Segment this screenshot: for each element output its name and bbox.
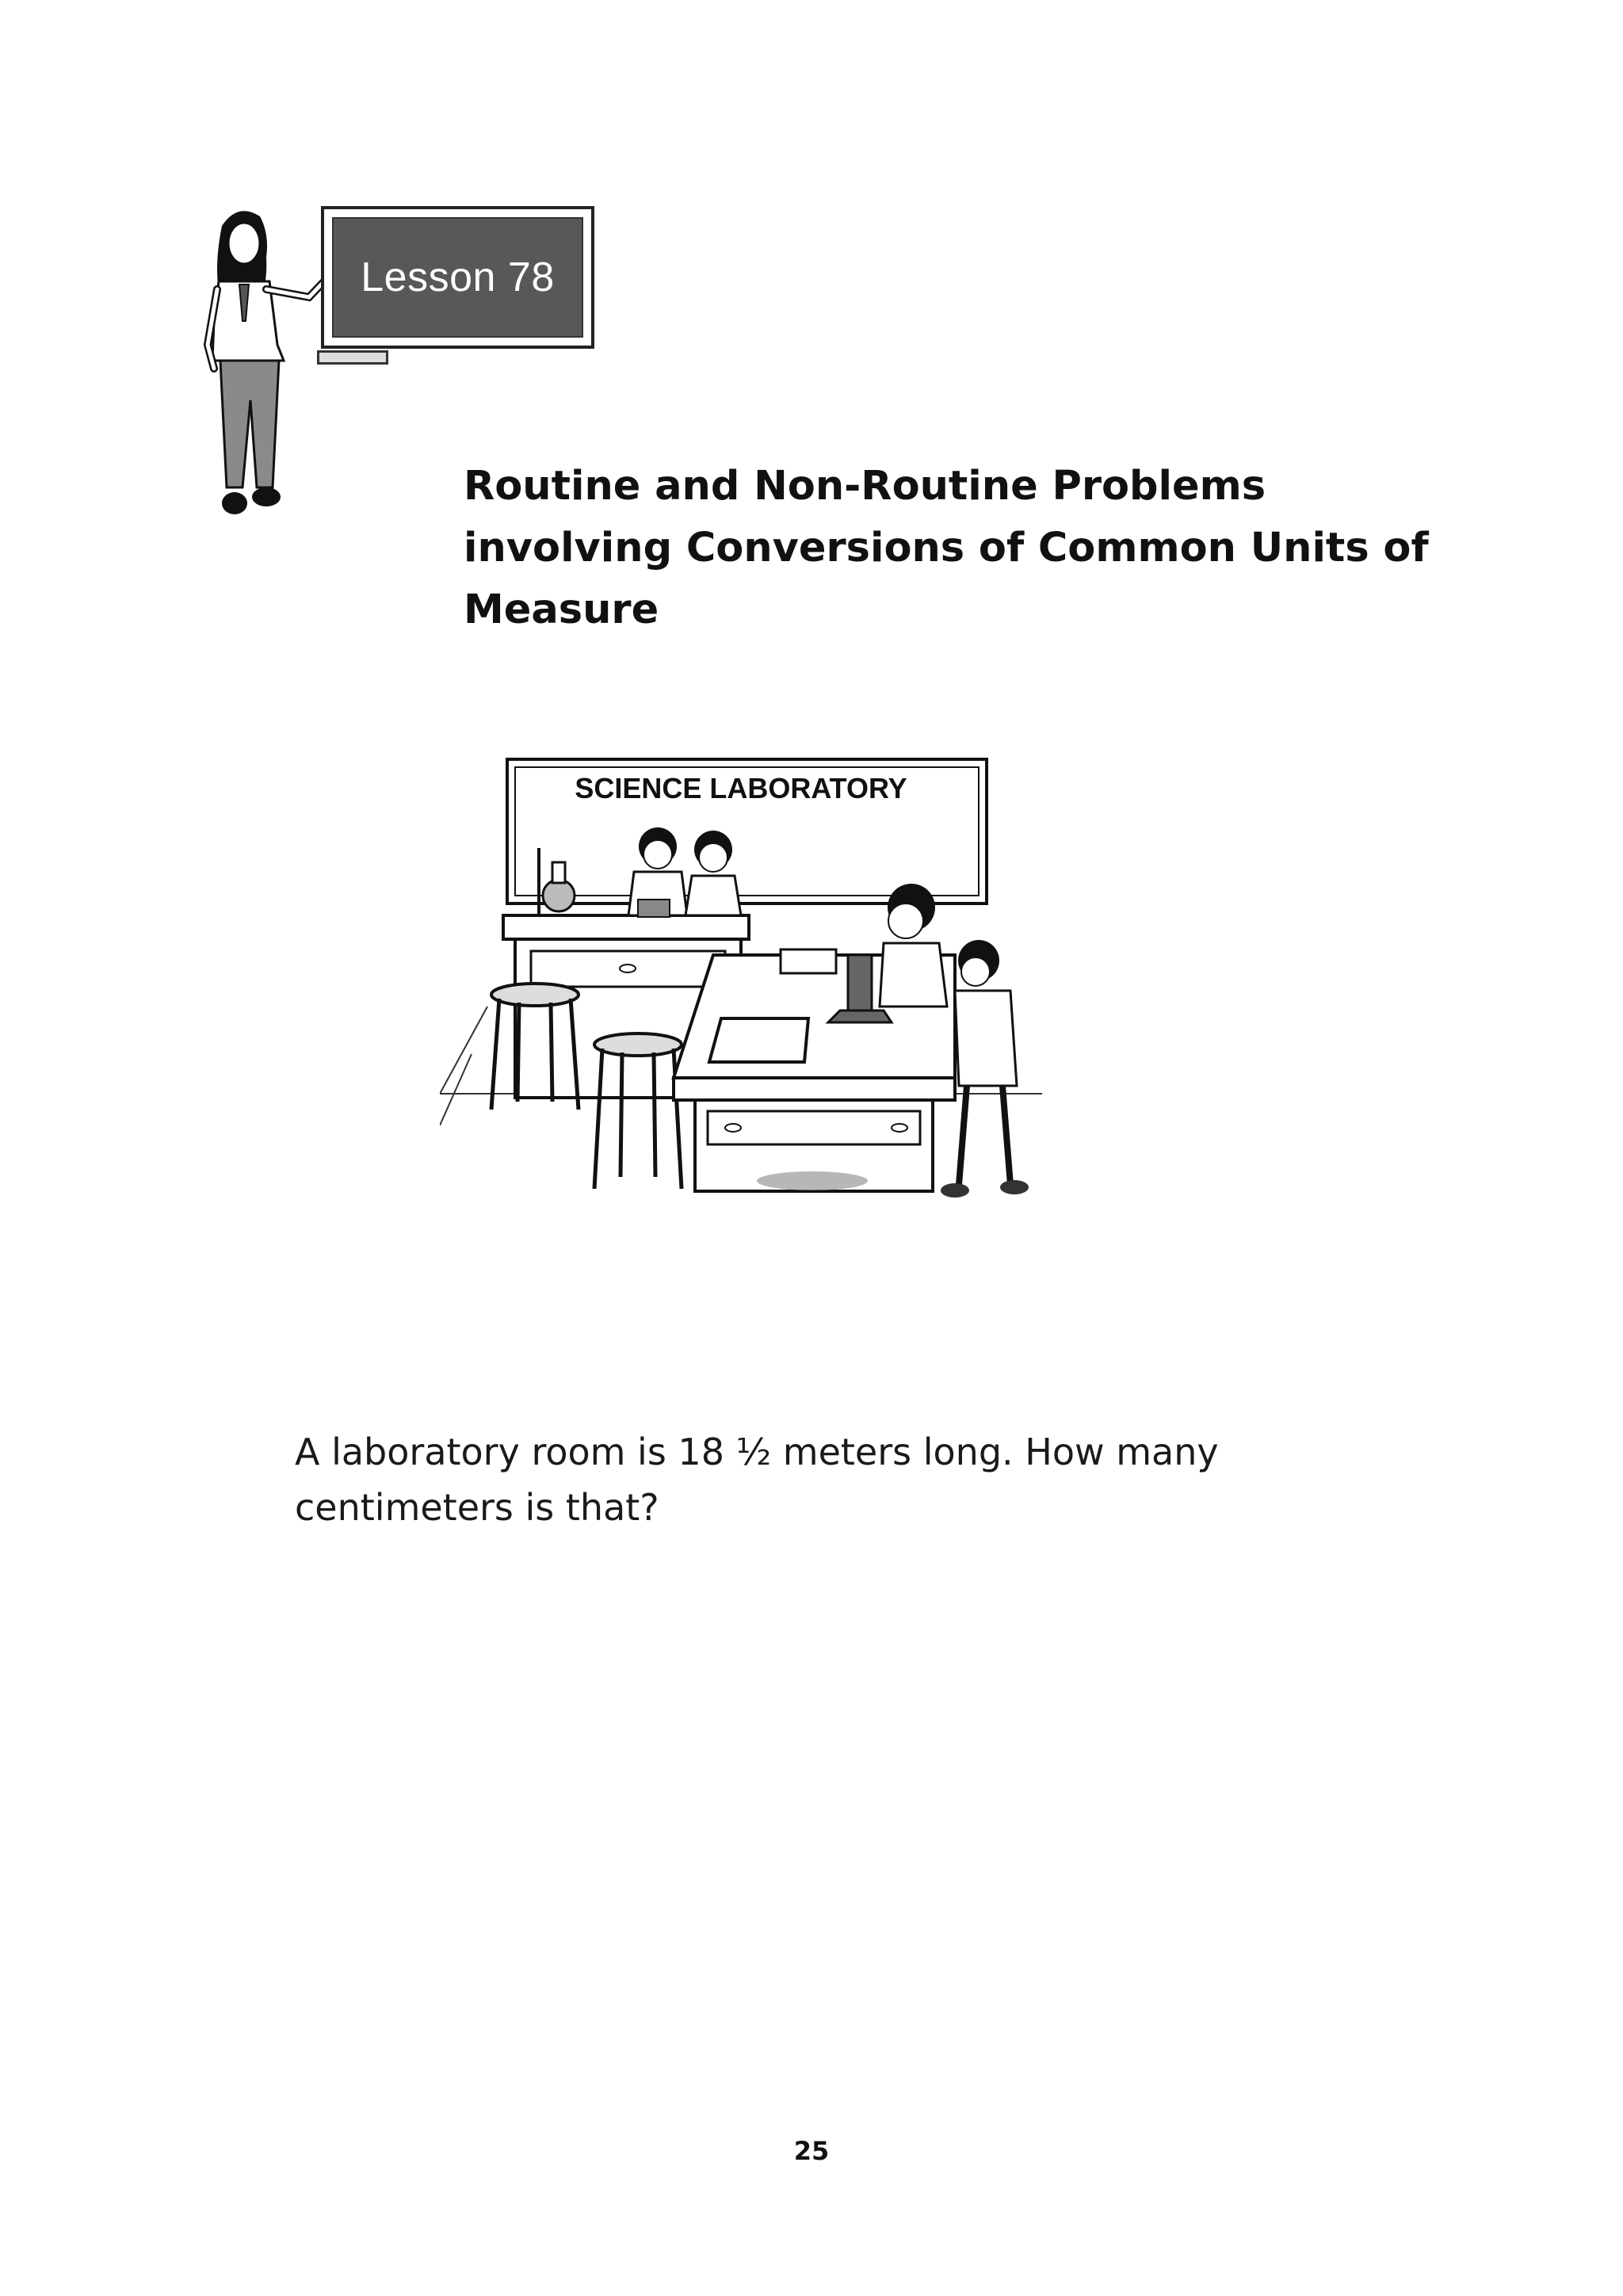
word-problem-question xyxy=(295,1424,1325,1535)
lesson-board-stand xyxy=(317,350,388,365)
lesson-title xyxy=(464,456,1446,641)
science-laboratory-illustration xyxy=(440,753,1042,1205)
lesson-number-label: Lesson 78 xyxy=(361,254,555,300)
page-number: 25 xyxy=(793,2136,830,2166)
question-line: A laboratory room is 18 ½ meters long. How many xyxy=(295,1431,1219,1473)
lesson-title-line: Routine and Non-Routine Problems xyxy=(464,463,1266,510)
lab-sign-text: SCIENCE LABORATORY xyxy=(575,772,907,804)
lesson-title-line: involving Conversions of Common Units of xyxy=(464,525,1429,571)
lesson-board-surface xyxy=(332,217,583,338)
lesson-title-line: Measure xyxy=(464,586,659,633)
lesson-board xyxy=(321,206,594,349)
question-line: centimeters is that? xyxy=(295,1486,659,1529)
